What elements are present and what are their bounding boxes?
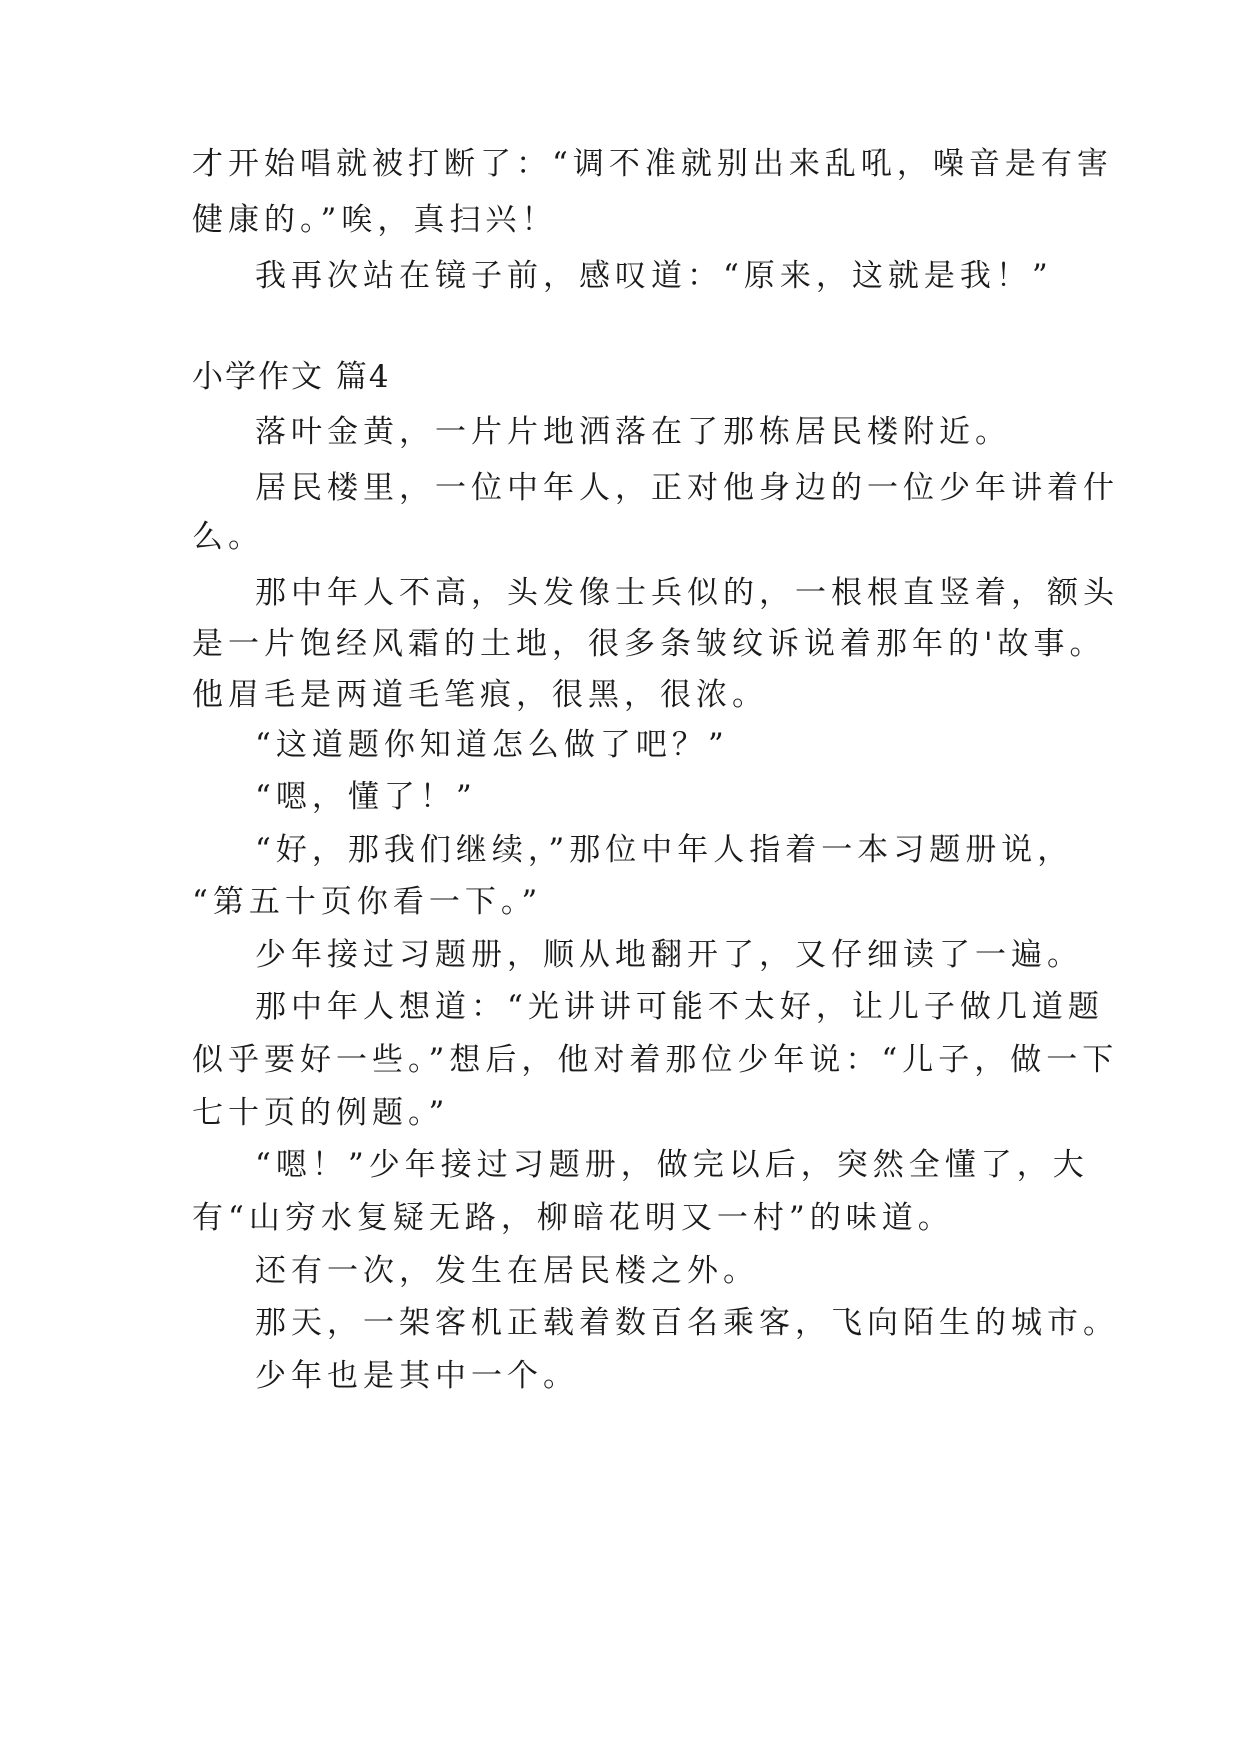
text-line: “嗯！”少年接过习题册，做完以后，突然全懂了，大 (255, 1147, 1089, 1183)
text-line: 那中年人不高，头发像士兵似的，一根根直竖着，额头 (255, 575, 1119, 611)
section-heading: 小学作文 篇4 (192, 359, 391, 395)
text-line: “这道题你知道怎么做了吧？” (255, 727, 729, 763)
text-line: 才开始唱就被打断了：“调不准就别出来乱吼，噪音是有害 (192, 146, 1113, 182)
text-line: 他眉毛是两道毛笔痕，很黑，很浓。 (192, 677, 768, 713)
text-line: 似乎要好一些。”想后，他对着那位少年说：“儿子，做一下 (192, 1042, 1119, 1078)
text-line: 落叶金黄，一片片地洒落在了那栋居民楼附近。 (255, 414, 1011, 450)
text-line: 少年接过习题册，顺从地翻开了，又仔细读了一遍。 (255, 937, 1083, 973)
text-line: 么。 (192, 519, 264, 555)
text-line: 我再次站在镜子前，感叹道：“原来，这就是我！” (255, 258, 1053, 294)
text-line: 居民楼里，一位中年人，正对他身边的一位少年讲着什 (255, 470, 1119, 506)
text-line: 那天，一架客机正载着数百名乘客，飞向陌生的城市。 (255, 1305, 1119, 1341)
text-line: 七十页的例题。” (192, 1095, 450, 1131)
text-line: 还有一次，发生在居民楼之外。 (255, 1253, 759, 1289)
text-line: “好，那我们继续，”那位中年人指着一本习题册说， (255, 832, 1074, 868)
text-line: 少年也是其中一个。 (255, 1358, 579, 1394)
text-line: 那中年人想道：“光讲讲可能不太好，让儿子做几道题 (255, 989, 1104, 1025)
text-line: “第五十页你看一下。” (192, 884, 543, 920)
text-line: 是一片饱经风霜的土地，很多条皱纹诉说着那年的'故事。 (192, 626, 1106, 662)
text-line: 有“山穷水复疑无路，柳暗花明又一村”的味道。 (192, 1200, 954, 1236)
text-line: “嗯，懂了！” (255, 779, 477, 815)
text-line: 健康的。”唉，真扫兴！ (192, 202, 558, 238)
